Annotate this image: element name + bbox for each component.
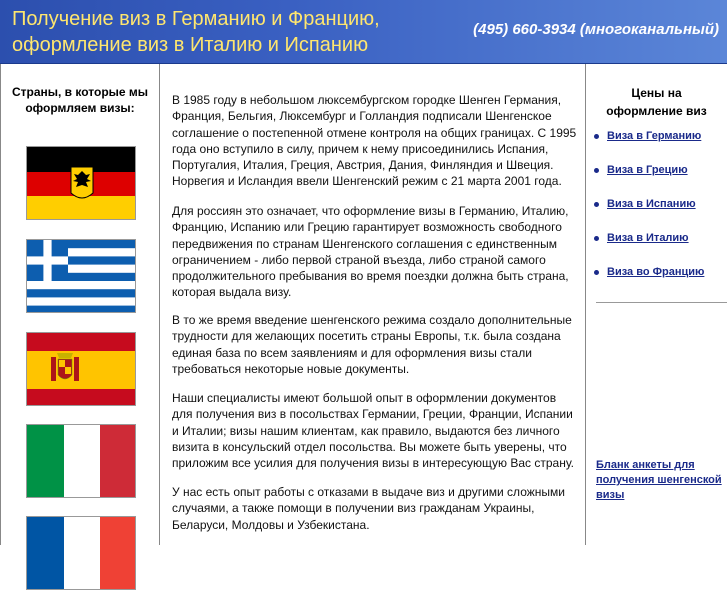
link-visa-germany[interactable]: Виза в Германию	[607, 130, 702, 142]
content-area	[0, 64, 727, 545]
paragraph-difficulties: В то же время введение шенгенского режима создало дополнительные трудности для желающих посетить страны Европы, т.к. была создана единая база по всем заявлениям и для оформления визы стали требоваться некоторые новые документы.	[172, 313, 572, 376]
prices-heading-line-1: Цены на	[631, 86, 682, 100]
prices-heading	[586, 84, 727, 120]
link-visa-france[interactable]: Виза во Францию	[607, 266, 705, 278]
countries-heading	[1, 64, 159, 116]
visa-price-links	[594, 130, 704, 300]
countries-heading-line-2: оформляем визы:	[25, 101, 135, 115]
prices-column	[586, 64, 727, 545]
germany-flag[interactable]	[26, 146, 136, 220]
eagle-emblem	[71, 167, 93, 198]
list-item	[594, 232, 704, 266]
list-item	[594, 130, 704, 164]
greece-flag[interactable]	[26, 239, 136, 313]
paragraph-specialists: Наши специалисты имеют большой опыт в оформлении документов для получения виз в посольствах Германии, Греции, Франции, Испании и Италии; визы нашим клиентам, как правило, выдаются без личного визита в консульский отдел посольства. Вы можете быть уверены, что приложим все усилия для получения визы в интересующую Вас страну.	[172, 391, 574, 471]
list-item	[594, 266, 704, 300]
link-visa-italy[interactable]: Виза в Италию	[607, 232, 689, 244]
page-title	[12, 6, 432, 58]
page-header	[0, 0, 727, 64]
main-content	[161, 64, 586, 545]
bullet-icon	[594, 202, 599, 207]
title-line-1: Получение виз в Германию и Францию,	[12, 8, 380, 30]
bullet-icon	[594, 236, 599, 241]
link-visa-greece[interactable]: Виза в Грецию	[607, 164, 688, 176]
link-schengen-form[interactable]: Бланк анкеты для получения шенгенской визы	[596, 459, 722, 501]
paragraph-schengen-history: В 1985 году в небольшом люксембургском городке Шенген Германия, Франция, Бельгия, Люксембург и Голландия подписали Шенгенское соглашение о постепенной отмене контроля на общих границах. С 1995 года оно вступило в силу, причем к нему присоединились Испания, Португалия, Италия, Греция, Австрия, Дания, Финляндия и Швеция. Норвегия и Исландия ввели Шенгенский режим с 21 марта 2001 года.	[172, 93, 577, 189]
paragraph-refusals: У нас есть опыт работы с отказами в выдаче виз и другими сложными случаями, а также помощи в получении виз гражданам Украины, Беларуси, Молдовы и Узбекистана.	[172, 485, 565, 532]
paragraph-russians: Для россиян это означает, что оформление визы в Германию, Италию, Францию, Испанию или Грецию гарантирует возможность свободного передвижения по странам Шенгенского соглашения с единственным ограничением - либо первой страной въезда, либо страной самого продолжительного пребывания во время поездки должна быть страна, которая выдала визу.	[172, 204, 569, 300]
italy-flag[interactable]	[26, 424, 136, 498]
spain-coat-of-arms	[51, 353, 79, 381]
countries-column	[0, 64, 160, 545]
bullet-icon	[594, 134, 599, 139]
bullet-icon	[594, 270, 599, 275]
countries-heading-line-1: Страны, в которые мы	[11, 85, 149, 99]
divider	[596, 302, 727, 303]
france-flag[interactable]	[26, 516, 136, 590]
phone-number: (495) 660-3934 (многоканальный)	[473, 21, 719, 38]
list-item	[594, 198, 704, 232]
bullet-icon	[594, 168, 599, 173]
link-visa-spain[interactable]: Виза в Испанию	[607, 198, 696, 210]
title-line-2: оформление виз в Италию и Испанию	[12, 34, 369, 56]
list-item	[594, 164, 704, 198]
prices-heading-line-2: оформление виз	[606, 104, 707, 118]
spain-flag[interactable]	[26, 332, 136, 406]
